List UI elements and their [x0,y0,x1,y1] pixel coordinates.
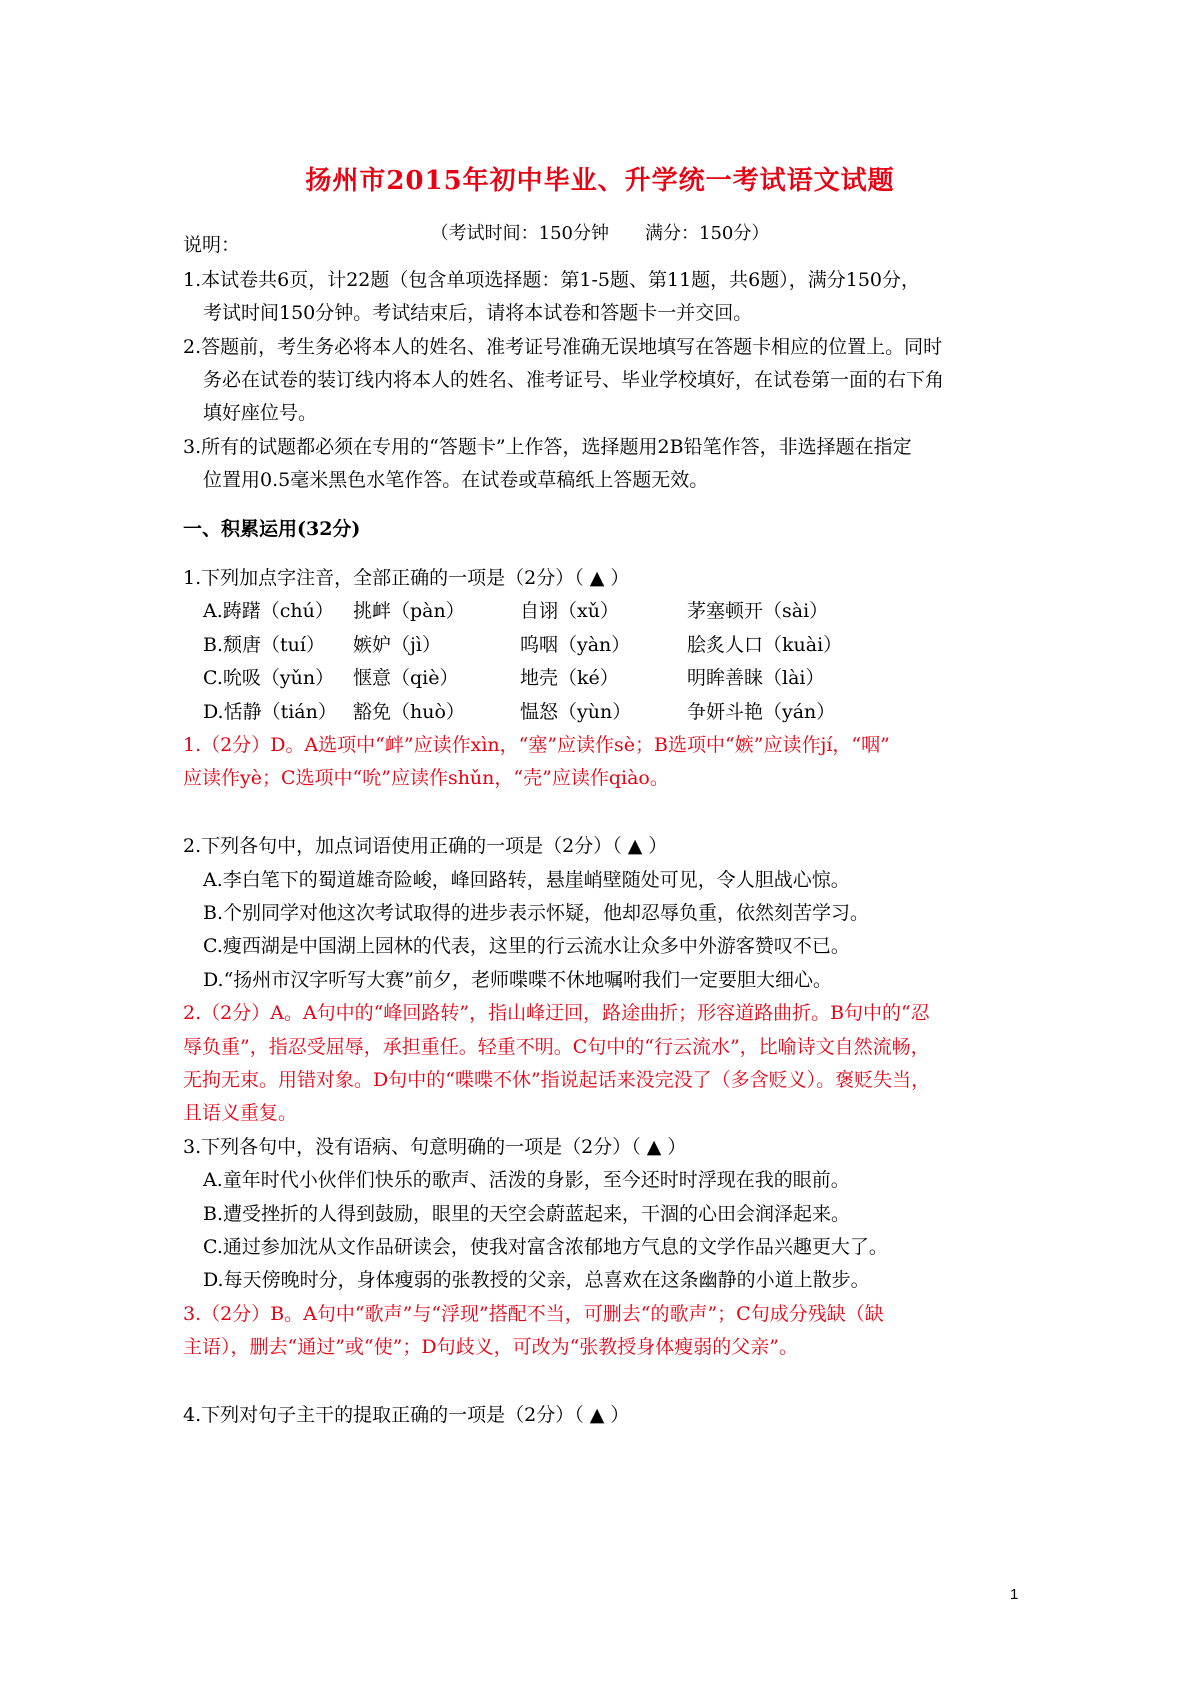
note-2-line-3: 填好座位号。 [203,402,318,424]
q1-c-item-2: 惬意（qiè） [353,667,459,689]
page-number: 1 [1010,1586,1019,1603]
q1-c-item-1: C.吮吸（yǔn） [203,667,335,689]
q2-stem: 2.下列各句中，加点词语使用正确的一项是（2分）（ ▲ ） [183,835,668,857]
q3-option-b: B.遭受挫折的人得到鼓励，眼里的天空会蔚蓝起来，干涸的心田会润泽起来。 [203,1203,851,1225]
q3-answer-line-2: 主语），删去“通过”或“使”；D句歧义，可改为“张教授身体瘦弱的父亲”。 [183,1336,799,1358]
q2-option-c: C.瘦西湖是中国湖上园林的代表，这里的行云流水让众多中外游客赞叹不已。 [203,935,850,957]
q1-d-item-3: 愠怒（yùn） [520,701,632,723]
q1-answer-line-1: 1.（2分）D。A选项中“衅”应读作xìn，“塞”应读作sè；B选项中“嫉”应读作jí，“咽” [183,734,890,756]
q1-a-item-4: 茅塞顿开（sài） [687,600,829,622]
note-1-line-2: 考试时间150分钟。考试结束后，请将本试卷和答题卡一并交回。 [203,302,753,324]
note-1-line-1: 1.本试卷共6页，计22题（包含单项选择题：第1-5题、第11题，共6题），满分150分， [183,269,921,291]
exam-subtitle: （考试时间：150分钟 满分：150分） [430,223,770,244]
q1-c-item-4: 明眸善睐（lài） [687,667,825,689]
q2-answer-line-2: 辱负重”，指忍受屈辱，承担重任。轻重不明。C句中的“行云流水”，比喻诗文自然流畅， [183,1036,930,1058]
q1-b-item-4: 脍炙人口（kuài） [687,634,843,656]
q2-option-a: A.李白笔下的蜀道雄奇险峻，峰回路转，悬崖峭壁随处可见，令人胆战心惊。 [203,869,850,891]
q1-b-item-1: B.颓唐（tuí） [203,634,325,656]
q2-answer-line-4: 且语义重复。 [183,1102,298,1124]
q1-stem: 1.下列加点字注音，全部正确的一项是（2分）（ ▲ ） [183,567,630,589]
section-heading: 一、积累运用(32分) [183,518,361,540]
q3-option-c: C.通过参加沈从文作品研读会，使我对富含浓郁地方气息的文学作品兴趣更大了。 [203,1236,888,1258]
q1-b-item-2: 嫉妒（jì） [353,634,441,656]
note-3-line-2: 位置用0.5毫米黑色水笔作答。在试卷或草稿纸上答题无效。 [203,469,709,491]
q3-stem: 3.下列各句中，没有语病、句意明确的一项是（2分）（ ▲ ） [183,1136,687,1158]
q3-option-d: D.每天傍晚时分，身体瘦弱的张教授的父亲，总喜欢在这条幽静的小道上散步。 [203,1269,870,1291]
note-2-line-1: 2.答题前，考生务必将本人的姓名、准考证号准确无误地填写在答题卡相应的位置上。同时 [183,336,943,358]
q1-a-item-2: 挑衅（pàn） [353,600,465,622]
q1-c-item-3: 地壳（ké） [520,667,619,689]
q1-d-item-4: 争妍斗艳（yán） [687,701,836,723]
notes-heading: 说明： [183,234,241,256]
q1-d-item-2: 豁免（huò） [353,701,465,723]
q3-option-a: A.童年时代小伙伴们快乐的歌声、活泼的身影，至今还时时浮现在我的眼前。 [203,1169,850,1191]
exam-title: 扬州市2015年初中毕业、升学统一考试语文试题 [305,166,895,196]
q1-b-item-3: 呜咽（yàn） [520,634,631,656]
q2-answer-line-1: 2.（2分）A。A句中的“峰回路转”，指山峰迂回，路途曲折；形容道路曲折。B句中的“忍 [183,1002,930,1024]
q4-stem: 4.下列对句子主干的提取正确的一项是（2分）（ ▲ ） [183,1404,630,1426]
q1-a-item-1: A.踌躇（chú） [203,600,334,622]
q2-option-b: B.个别同学对他这次考试取得的进步表示怀疑，他却忍辱负重，依然刻苦学习。 [203,902,870,924]
q1-a-item-3: 自诩（xǔ） [520,600,619,622]
q3-answer-line-1: 3.（2分）B。A句中“歌声”与“浮现”搭配不当，可删去“的歌声”；C句成分残缺（缺 [183,1303,884,1325]
q1-d-item-1: D.恬静（tián） [203,701,337,723]
q1-answer-line-2: 应读作yè；C选项中“吮”应读作shǔn，“壳”应读作qiào。 [183,767,669,789]
note-3-line-1: 3.所有的试题都必须在专用的“答题卡”上作答，选择题用2B铅笔作答，非选择题在指定 [183,436,912,458]
q2-option-d: D.“扬州市汉字听写大赛”前夕，老师喋喋不休地嘱咐我们一定要胆大细心。 [203,969,833,991]
note-2-line-2: 务必在试卷的装订线内将本人的姓名、准考证号、毕业学校填好，在试卷第一面的右下角 [203,369,945,391]
q2-answer-line-3: 无拘无束。用错对象。D句中的“喋喋不休”指说起话来没完没了（多含贬义）。褒贬失当， [183,1069,931,1091]
